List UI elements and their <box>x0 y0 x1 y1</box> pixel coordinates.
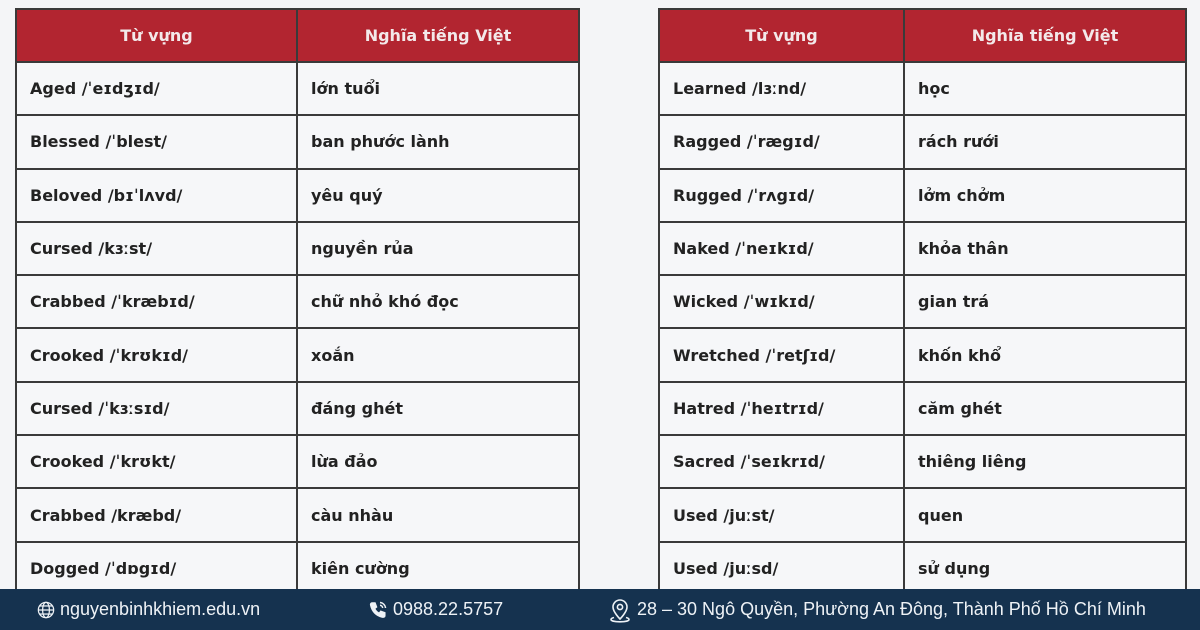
header-meaning: Nghĩa tiếng Việt <box>297 9 579 62</box>
vocabulary-cell: Aged /ˈeɪdʒɪd/ <box>16 62 297 115</box>
vocabulary-cell: Dogged /ˈdɒgɪd/ <box>16 542 297 595</box>
meaning-cell: đáng ghét <box>297 382 579 435</box>
phone-number[interactable]: 0988.22.5757 <box>393 599 504 619</box>
meaning-cell: nguyền rủa <box>297 222 579 275</box>
vocabulary-cell: Used /juːst/ <box>659 488 904 541</box>
meaning-cell: rách rưới <box>904 115 1186 168</box>
phone-icon <box>368 600 388 620</box>
address-text: 28 – 30 Ngô Quyền, Phường An Đông, Thành Phố Hồ Chí Minh <box>637 599 1146 619</box>
table-row <box>16 435 579 488</box>
header-vocabulary: Từ vựng <box>16 9 297 62</box>
globe-icon <box>37 601 55 619</box>
table-row <box>16 328 579 381</box>
vocabulary-cell: Wretched /ˈretʃɪd/ <box>659 328 904 381</box>
location-pin-icon <box>608 597 632 623</box>
footer-bar <box>0 589 1200 630</box>
table-header-row <box>16 9 579 62</box>
table-row <box>659 435 1186 488</box>
table-row <box>659 488 1186 541</box>
vocabulary-cell: Cursed /ˈkɜːsɪd/ <box>16 382 297 435</box>
vocabulary-cell: Beloved /bɪˈlʌvd/ <box>16 169 297 222</box>
table-row <box>659 542 1186 595</box>
table-row <box>659 62 1186 115</box>
footer-website[interactable] <box>37 589 260 630</box>
meaning-cell: gian trá <box>904 275 1186 328</box>
meaning-cell: lởm chởm <box>904 169 1186 222</box>
table-row <box>16 542 579 595</box>
table-row <box>16 62 579 115</box>
table-header-row <box>659 9 1186 62</box>
meaning-cell: xoắn <box>297 328 579 381</box>
meaning-cell: quen <box>904 488 1186 541</box>
header-meaning: Nghĩa tiếng Việt <box>904 9 1186 62</box>
table-row <box>659 169 1186 222</box>
table-row <box>659 115 1186 168</box>
vocabulary-cell: Crooked /ˈkrʊkɪd/ <box>16 328 297 381</box>
vocabulary-cell: Learned /lɜːnd/ <box>659 62 904 115</box>
footer-address <box>608 589 1146 630</box>
vocabulary-cell: Crabbed /ˈkræbɪd/ <box>16 275 297 328</box>
meaning-cell: kiên cường <box>297 542 579 595</box>
meaning-cell: càu nhàu <box>297 488 579 541</box>
table-row <box>659 328 1186 381</box>
vocabulary-cell: Ragged /ˈrægɪd/ <box>659 115 904 168</box>
meaning-cell: ban phước lành <box>297 115 579 168</box>
table-row <box>16 115 579 168</box>
table-row <box>16 169 579 222</box>
footer-phone[interactable] <box>368 589 503 630</box>
vocabulary-cell: Crabbed /kræbd/ <box>16 488 297 541</box>
vocabulary-cell: Crooked /ˈkrʊkt/ <box>16 435 297 488</box>
table-row <box>16 275 579 328</box>
vocabulary-cell: Rugged /ˈrʌgɪd/ <box>659 169 904 222</box>
meaning-cell: chữ nhỏ khó đọc <box>297 275 579 328</box>
vocabulary-cell: Hatred /ˈheɪtrɪd/ <box>659 382 904 435</box>
vocabulary-table-left <box>15 8 580 596</box>
table-row <box>659 382 1186 435</box>
meaning-cell: sử dụng <box>904 542 1186 595</box>
meaning-cell: căm ghét <box>904 382 1186 435</box>
table-row <box>659 275 1186 328</box>
table-row <box>16 488 579 541</box>
vocabulary-cell: Wicked /ˈwɪkɪd/ <box>659 275 904 328</box>
meaning-cell: lừa đảo <box>297 435 579 488</box>
vocabulary-cell: Used /juːsd/ <box>659 542 904 595</box>
vocabulary-cell: Naked /ˈneɪkɪd/ <box>659 222 904 275</box>
meaning-cell: học <box>904 62 1186 115</box>
meaning-cell: yêu quý <box>297 169 579 222</box>
table-row <box>16 382 579 435</box>
meaning-cell: thiêng liêng <box>904 435 1186 488</box>
website-link[interactable]: nguyenbinhkhiem.edu.vn <box>60 599 261 619</box>
vocabulary-cell: Sacred /ˈseɪkrɪd/ <box>659 435 904 488</box>
vocabulary-cell: Cursed /kɜːst/ <box>16 222 297 275</box>
meaning-cell: khỏa thân <box>904 222 1186 275</box>
vocabulary-table-right <box>658 8 1187 596</box>
table-row <box>16 222 579 275</box>
header-vocabulary: Từ vựng <box>659 9 904 62</box>
meaning-cell: lớn tuổi <box>297 62 579 115</box>
vocabulary-cell: Blessed /ˈblest/ <box>16 115 297 168</box>
meaning-cell: khốn khổ <box>904 328 1186 381</box>
table-row <box>659 222 1186 275</box>
